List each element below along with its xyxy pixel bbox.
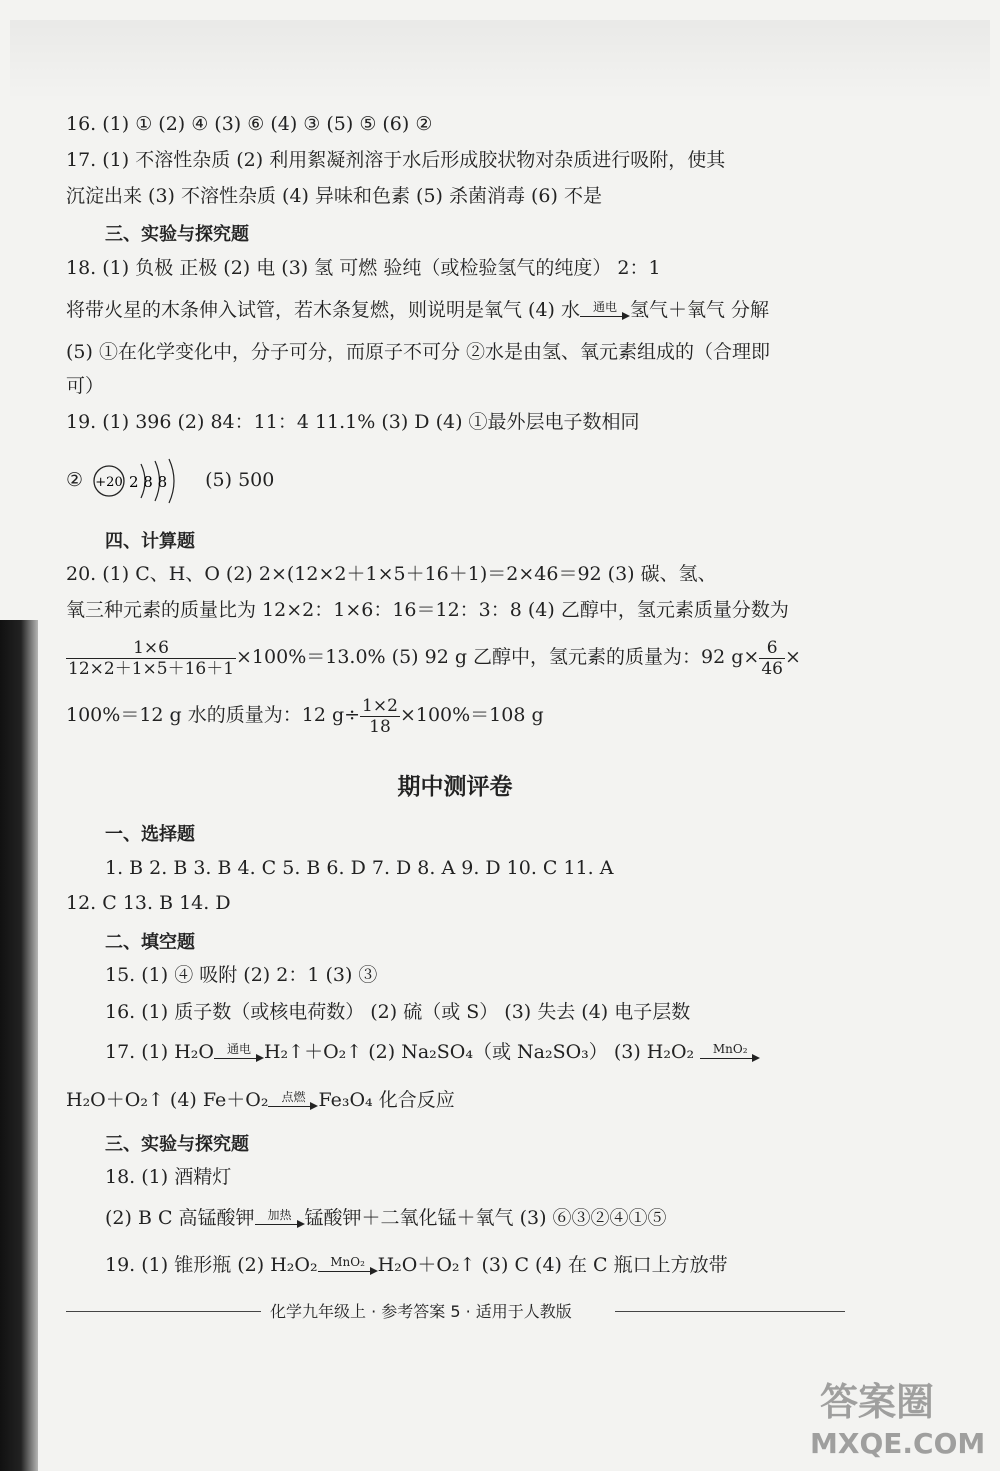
answer-19-line1: 19. (1) 396 (2) 84：11：4 11.1% (3) D (4) ①最外层电子数相同 xyxy=(66,411,640,433)
exp-answer-18-line1: 18. (1) 酒精灯 xyxy=(105,1166,232,1188)
section-heading-calc: 四、计算题 xyxy=(105,531,195,552)
fill-answer-16: 16. (1) 质子数（或核电荷数） (2) 硫（或 S） (3) 失去 (4) 电子层数 xyxy=(105,1001,691,1023)
watermark xyxy=(790,1373,990,1463)
fill-answer-17-pre: 17. (1) H₂O xyxy=(105,1041,214,1063)
fill-answer-17-line2 xyxy=(66,1088,860,1112)
electron-shells: 2 8 8 xyxy=(129,473,168,491)
reaction-arrow xyxy=(268,1091,318,1111)
choice-answers-2: 12. C 13. B 14. D xyxy=(66,892,231,914)
answer-20-line4-post: ×100%＝108 g xyxy=(399,704,544,726)
arrow-condition: 加热 xyxy=(267,1208,292,1222)
section-heading-experiment-2: 三、实验与探究题 xyxy=(105,1134,249,1155)
scan-shadow xyxy=(10,20,990,100)
exp-answer-18-post: 锰酸钾＋二氧化锰＋氧气 (3) ⑥③②④①⑤ xyxy=(304,1207,667,1229)
section-heading-choice: 一、选择题 xyxy=(105,824,195,845)
answer-18-line2-post: 氢气＋氧气 分解 xyxy=(630,299,770,321)
exp-answer-19-post: H₂O＋O₂↑ (3) C (4) 在 C 瓶口上方放带 xyxy=(377,1254,728,1276)
answer-17-line1: 17. (1) 不溶性杂质 (2) 利用絮凝剂溶于水后形成胶状物对杂质进行吸附，使其 xyxy=(66,149,726,171)
reaction-arrow xyxy=(255,1209,305,1229)
answer-20-line3-mid: ×100%＝13.0% (5) 92 g 乙醇中，氢元素的质量为：92 g× xyxy=(236,646,760,668)
answer-20-line1: 20. (1) C、H、O (2) 2×(12×2＋1×5＋16＋1)＝2×46＝92 (3) 碳、氢、 xyxy=(66,563,717,585)
answer-16: 16. (1) ① (2) ④ (3) ⑥ (4) ③ (5) ⑤ (6) ② xyxy=(66,113,433,135)
reaction-arrow xyxy=(580,301,630,321)
fraction-h-mass: $\frac{1\times 6}{12\times 2+1\times 5+16+1}$ xyxy=(68,637,235,679)
arrow-condition: 点燃 xyxy=(281,1090,306,1104)
fraction-6-46: $\frac{6}{46}$ xyxy=(761,637,783,679)
watermark-url: MXQE.COM xyxy=(810,1427,986,1460)
nucleus-charge: +20 xyxy=(95,475,123,490)
section-heading-experiment: 三、实验与探究题 xyxy=(105,224,249,245)
answer-17-line2: 沉淀出来 (3) 不溶性杂质 (4) 异味和色素 (5) 杀菌消毒 (6) 不是 xyxy=(66,185,602,207)
watermark-logo: 答案圈 xyxy=(820,1380,935,1424)
answer-18-line1: 18. (1) 负极 正极 (2) 电 (3) 氢 可燃 验纯（或检验氢气的纯度） 2：1 xyxy=(66,257,661,279)
answer-18-line4: 可） xyxy=(66,375,105,397)
arrow-condition: MnO₂ xyxy=(330,1255,365,1269)
fill-answer-17-line2-post: Fe₃O₄ 化合反应 xyxy=(318,1089,455,1111)
exp-answer-19 xyxy=(105,1253,860,1277)
answer-19-line2-post: (5) 500 xyxy=(205,469,275,491)
arrow-condition: 通电 xyxy=(226,1042,251,1056)
answer-20-line3-end: × xyxy=(784,646,801,668)
footer-rule-left xyxy=(66,1311,261,1312)
arrow-condition: MnO₂ xyxy=(712,1042,748,1056)
answer-19-line2 xyxy=(66,455,860,505)
page-title: 期中测评卷 xyxy=(397,774,513,800)
exp-answer-18-pre: (2) B C 高锰酸钾 xyxy=(105,1207,255,1229)
answer-18-line3: (5) ①在化学变化中，分子可分，而原子不可分 ②水是由氢、氧元素组成的（合理即 xyxy=(66,341,770,363)
answer-20-line4-pre: 100%＝12 g 水的质量为：12 g÷ xyxy=(66,704,361,726)
answer-18-line2-pre: 将带火星的木条伸入试管，若木条复燃，则说明是氧气 (4) 水 xyxy=(66,299,580,321)
answer-20-line3 xyxy=(66,636,860,679)
reaction-arrow xyxy=(214,1043,264,1063)
answer-19-line2-pre: ② xyxy=(66,469,84,491)
reaction-arrow xyxy=(700,1043,760,1063)
answer-18-line2 xyxy=(66,298,860,322)
fill-answer-15: 15. (1) ④ 吸附 (2) 2：1 (3) ③ xyxy=(105,964,378,986)
exp-answer-18-line2 xyxy=(105,1206,860,1230)
answer-20-line4 xyxy=(66,694,860,737)
exp-answer-19-pre: 19. (1) 锥形瓶 (2) H₂O₂ xyxy=(105,1254,318,1276)
fill-answer-17-line2-pre: H₂O＋O₂↑ (4) Fe＋O₂ xyxy=(66,1089,269,1111)
answer-20-line2: 氧三种元素的质量比为 12×2：1×6：16＝12：3：8 (4) 乙醇中，氢元素质量分数为 xyxy=(66,599,789,621)
reaction-arrow xyxy=(318,1256,378,1276)
page-footer: 化学九年级上 · 参考答案 5 · 适用于人教版 xyxy=(270,1302,572,1321)
fill-answer-17-line1 xyxy=(105,1040,860,1064)
section-heading-fill: 二、填空题 xyxy=(105,932,195,953)
atom-structure-diagram xyxy=(89,456,199,506)
footer-rule-right xyxy=(615,1311,845,1312)
fraction-2-18: $\frac{1\times 2}{18}$ xyxy=(362,695,398,737)
arrow-condition: 通电 xyxy=(592,300,617,314)
scan-binding-edge xyxy=(0,620,38,1471)
choice-answers-1: 1. B 2. B 3. B 4. C 5. B 6. D 7. D 8. A 9. D 10. C 11. A xyxy=(105,857,614,879)
fill-answer-17-mid: H₂↑＋O₂↑ (2) Na₂SO₄（或 Na₂SO₃） (3) H₂O₂ xyxy=(263,1041,695,1063)
